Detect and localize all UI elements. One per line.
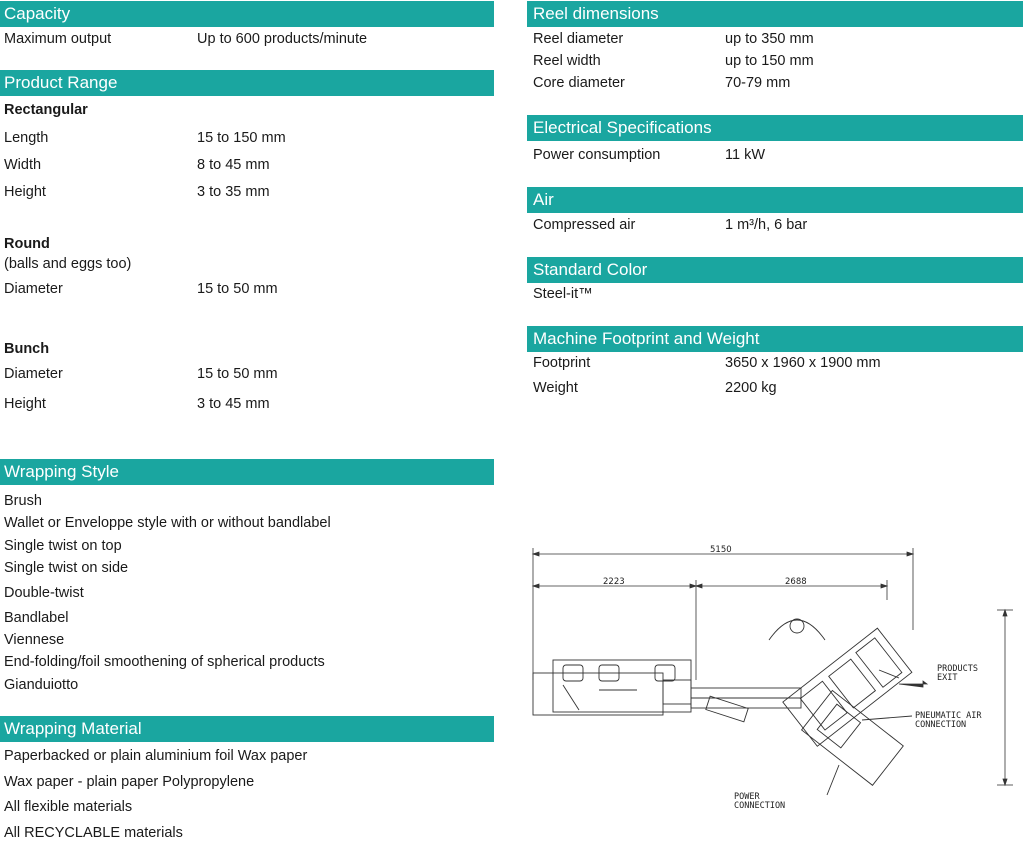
core-diameter-label: Core diameter (533, 75, 625, 91)
reel-header: Reel dimensions (527, 1, 1023, 27)
power-consumption-value: 11 kW (725, 147, 766, 163)
footprint-value: 3650 x 1960 x 1900 mm (725, 355, 881, 371)
capacity-label: Maximum output (4, 31, 112, 47)
wrapping-style-header: Wrapping Style (0, 459, 494, 485)
wrapping-style-item: Double-twist (4, 585, 84, 601)
machine-detail (563, 685, 579, 710)
machine-transfer (663, 680, 691, 704)
wrapping-material-item: Paperbacked or plain aluminium foil Wax paper (4, 748, 308, 764)
machine-detail (856, 638, 902, 687)
operator-symbol (769, 620, 825, 640)
rect-height-value: 3 to 35 mm (197, 184, 270, 200)
products-exit-label: EXIT (937, 673, 958, 683)
bunch-height-value: 3 to 45 mm (197, 396, 270, 412)
products-exit-label: PRODUCTS (937, 664, 978, 674)
wrapping-style-item: Brush (4, 493, 42, 509)
leader-line (879, 670, 899, 678)
round-heading: Round (4, 236, 50, 252)
electrical-header: Electrical Specifications (527, 115, 1023, 141)
reel-width-label: Reel width (533, 53, 601, 69)
wrapping-style-item: Gianduiotto (4, 677, 79, 693)
pneumatic-label: CONNECTION (915, 720, 967, 730)
weight-label: Weight (533, 380, 578, 396)
reel-diameter-value: up to 350 mm (725, 31, 814, 47)
round-diameter-label: Diameter (4, 281, 63, 297)
rectangular-heading: Rectangular (4, 102, 88, 118)
rect-length-label: Length (4, 130, 49, 146)
compressed-air-value: 1 m³/h, 6 bar (725, 217, 808, 233)
wrapping-style-item: Single twist on top (4, 538, 122, 554)
product-range-header: Product Range (0, 70, 494, 96)
bunch-diameter-label: Diameter (4, 366, 63, 382)
wrapping-style-item: Wallet or Enveloppe style with or without bandlabel (4, 515, 331, 531)
machine-detail (829, 659, 876, 708)
capacity-value: Up to 600 products/minute (197, 31, 368, 47)
rect-height-label: Height (4, 184, 46, 200)
machine-outfeed (802, 691, 904, 786)
power-consumption-label: Power consumption (533, 147, 661, 163)
bunch-diameter-value: 15 to 50 mm (197, 366, 278, 382)
wrapping-material-header: Wrapping Material (0, 716, 494, 742)
pneumatic-label: PNEUMATIC AIR (915, 711, 982, 721)
products-exit-arrow (899, 681, 927, 687)
footprint-label: Footprint (533, 355, 591, 371)
rect-width-value: 8 to 45 mm (197, 157, 270, 173)
bunch-height-label: Height (4, 396, 46, 412)
reel-width-value: up to 150 mm (725, 53, 814, 69)
machine-layout-drawing (527, 540, 1023, 840)
wrapping-material-item: Wax paper - plain paper Polypropylene (4, 774, 255, 790)
round-subheading: (balls and eggs too) (4, 256, 132, 272)
machine-detail (706, 696, 748, 722)
core-diameter-value: 70-79 mm (725, 75, 791, 91)
power-label: POWER (734, 792, 760, 802)
leader-line (827, 765, 839, 795)
power-label: CONNECTION (734, 801, 786, 811)
wrapping-style-item: Single twist on side (4, 560, 129, 576)
bunch-heading: Bunch (4, 341, 50, 357)
wrapping-style-item: End-folding/foil smoothening of spherical products (4, 654, 325, 670)
machine-infeed-body (533, 673, 663, 715)
wrapping-style-item: Bandlabel (4, 610, 69, 626)
wrapping-material-item: All RECYCLABLE materials (4, 825, 183, 841)
rect-width-label: Width (4, 157, 42, 173)
dim-total-label: 5150 (710, 545, 732, 555)
reel-diameter-label: Reel diameter (533, 31, 624, 47)
standard-color-header: Standard Color (527, 257, 1023, 283)
compressed-air-label: Compressed air (533, 217, 636, 233)
standard-color-value: Steel-it™ (533, 286, 593, 302)
wrapping-style-item: Viennese (4, 632, 65, 648)
air-header: Air (527, 187, 1023, 213)
weight-value: 2200 kg (725, 380, 777, 396)
operator-symbol (790, 619, 804, 633)
dim-right-label: 2688 (785, 577, 807, 587)
dim-left-label: 2223 (603, 577, 625, 587)
capacity-header: Capacity (0, 1, 494, 27)
rect-length-value: 15 to 150 mm (197, 130, 286, 146)
leader-line (862, 716, 912, 720)
wrapping-material-item: All flexible materials (4, 799, 133, 815)
round-diameter-value: 15 to 50 mm (197, 281, 278, 297)
footprint-header: Machine Footprint and Weight (527, 326, 1023, 352)
